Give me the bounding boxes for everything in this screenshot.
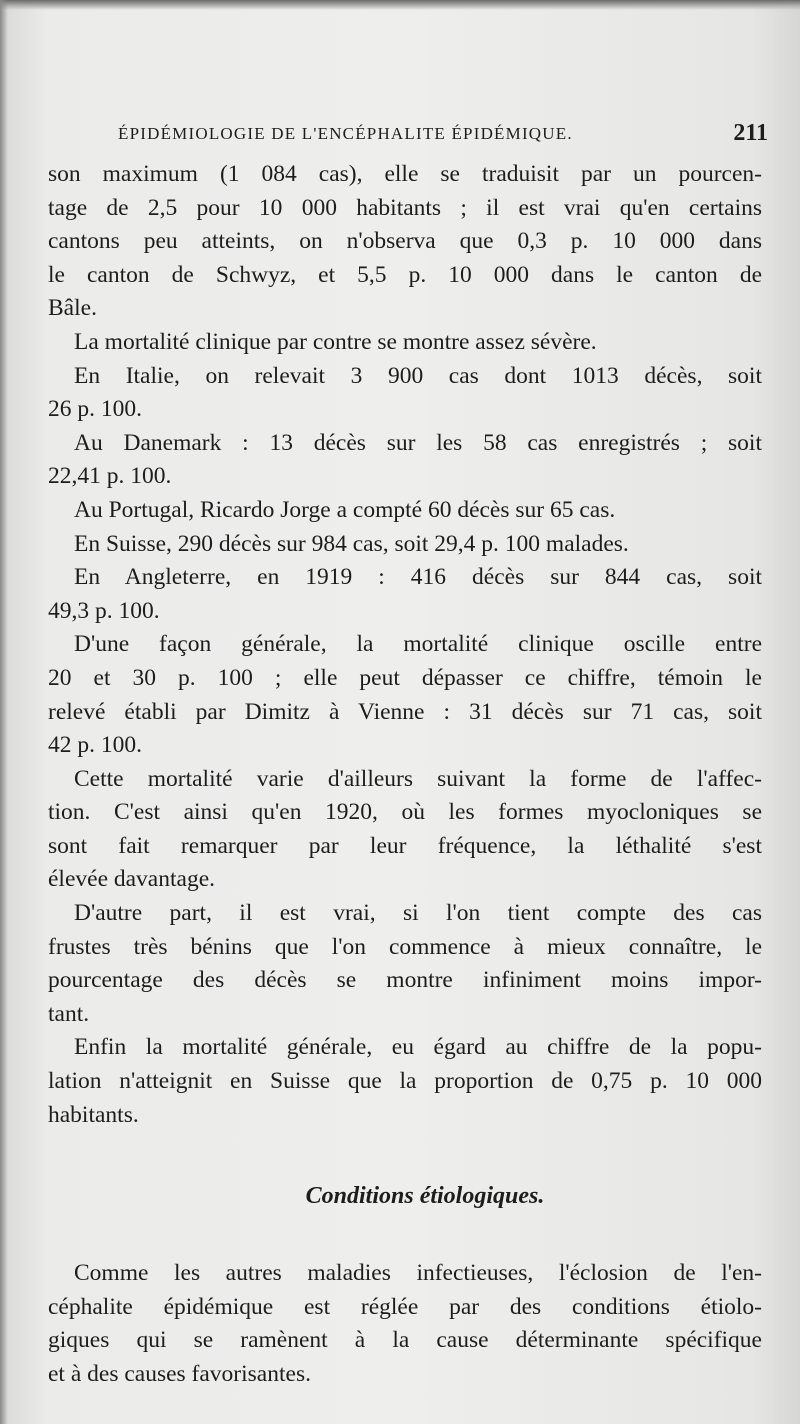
text-line: son maximum (1 084 cas), elle se traduisit par un pourcen- <box>48 161 762 187</box>
paragraphs-before-heading <box>48 158 762 1132</box>
paragraph <box>48 158 762 326</box>
text-line: 49,3 p. 100. <box>48 597 160 624</box>
text-line: 20 et 30 p. 100 ; elle peut dépasser ce chiffre, témoin le <box>48 664 762 691</box>
text-line: élevée davantage. <box>48 866 216 893</box>
page-edge-shadow-left <box>0 0 8 1424</box>
paragraph <box>48 427 762 494</box>
text-line: et à des causes favorisantes. <box>48 1361 311 1387</box>
paragraph <box>48 494 762 528</box>
text-line: Bâle. <box>48 295 97 322</box>
text-line: relevé établi par Dimitz à Vienne : 31 décès sur 71 cas, soit <box>48 698 762 725</box>
text-line: Comme les autres maladies infectieuses, l'éclosion de l'en- <box>74 1260 762 1287</box>
text-line: lation n'atteignit en Suisse que la proportion de 0,75 p. 10 000 <box>48 1068 762 1095</box>
text-line: le canton de Schwyz, et 5,5 p. 10 000 dans le canton de <box>48 261 762 288</box>
text-line: sont fait remarquer par leur fréquence, la léthalité s'est <box>48 832 762 859</box>
page-edge-shadow-top <box>0 0 800 10</box>
section-heading: Conditions étiologiques. <box>305 1183 545 1210</box>
text-line: céphalite épidémique est réglée par des conditions étiolo- <box>48 1293 762 1320</box>
text-line: Au Portugal, Ricardo Jorge a compté 60 décès sur 65 cas. <box>74 496 616 523</box>
paragraph <box>48 628 762 762</box>
paragraph <box>48 763 762 897</box>
text-line: tant. <box>48 1000 90 1027</box>
text-line: habitants. <box>48 1101 139 1128</box>
paragraphs-after-heading <box>48 1257 762 1391</box>
text-line: 26 p. 100. <box>48 396 142 423</box>
paragraph <box>48 326 762 360</box>
text-line: Enfin la mortalité générale, eu égard au chiffre de la popu- <box>74 1034 762 1061</box>
body-text <box>48 158 762 1392</box>
paragraph <box>48 1257 762 1391</box>
paragraph <box>48 1031 762 1132</box>
paragraph <box>48 561 762 628</box>
text-line: tion. C'est ainsi qu'en 1920, où les formes myocloniques se <box>48 799 762 826</box>
paragraph <box>48 897 762 1031</box>
text-line: pourcentage des décès se montre infiniment moins impor- <box>48 967 762 994</box>
paragraph <box>48 528 762 562</box>
text-line: D'une façon générale, la mortalité clinique oscille entre <box>74 631 762 658</box>
text-line: D'autre part, il est vrai, si l'on tient compte des cas <box>74 900 762 927</box>
text-line: giques qui se ramènent à la cause déterminante spécifique <box>48 1327 762 1354</box>
text-line: tage de 2,5 pour 10 000 habitants ; il est vrai qu'en certains <box>48 194 762 221</box>
text-line: 22,41 p. 100. <box>48 463 172 490</box>
text-line: En Angleterre, en 1919 : 416 décès sur 844 cas, soit <box>74 564 762 591</box>
text-line: La mortalité clinique par contre se montre assez sévère. <box>74 328 597 355</box>
paragraph <box>48 360 762 427</box>
text-line: En Suisse, 290 décès sur 984 cas, soit 29,4 p. 100 malades. <box>74 530 629 557</box>
text-line: Cette mortalité varie d'ailleurs suivant la forme de l'affec- <box>74 765 762 792</box>
page-number: 211 <box>733 120 768 146</box>
running-head <box>118 120 768 150</box>
text-line: Au Danemark : 13 décès sur les 58 cas enregistrés ; soit <box>74 429 762 456</box>
text-line: frustes très bénins que l'on commence à mieux connaître, le <box>48 933 762 960</box>
text-line: En Italie, on relevait 3 900 cas dont 1013 décès, soit <box>74 362 762 389</box>
text-line: 42 p. 100. <box>48 732 142 759</box>
running-title: ÉPIDÉMIOLOGIE DE L'ENCÉPHALITE ÉPIDÉMIQUE. <box>118 124 573 143</box>
text-line: cantons peu atteints, on n'observa que 0,3 p. 10 000 dans <box>48 228 762 255</box>
